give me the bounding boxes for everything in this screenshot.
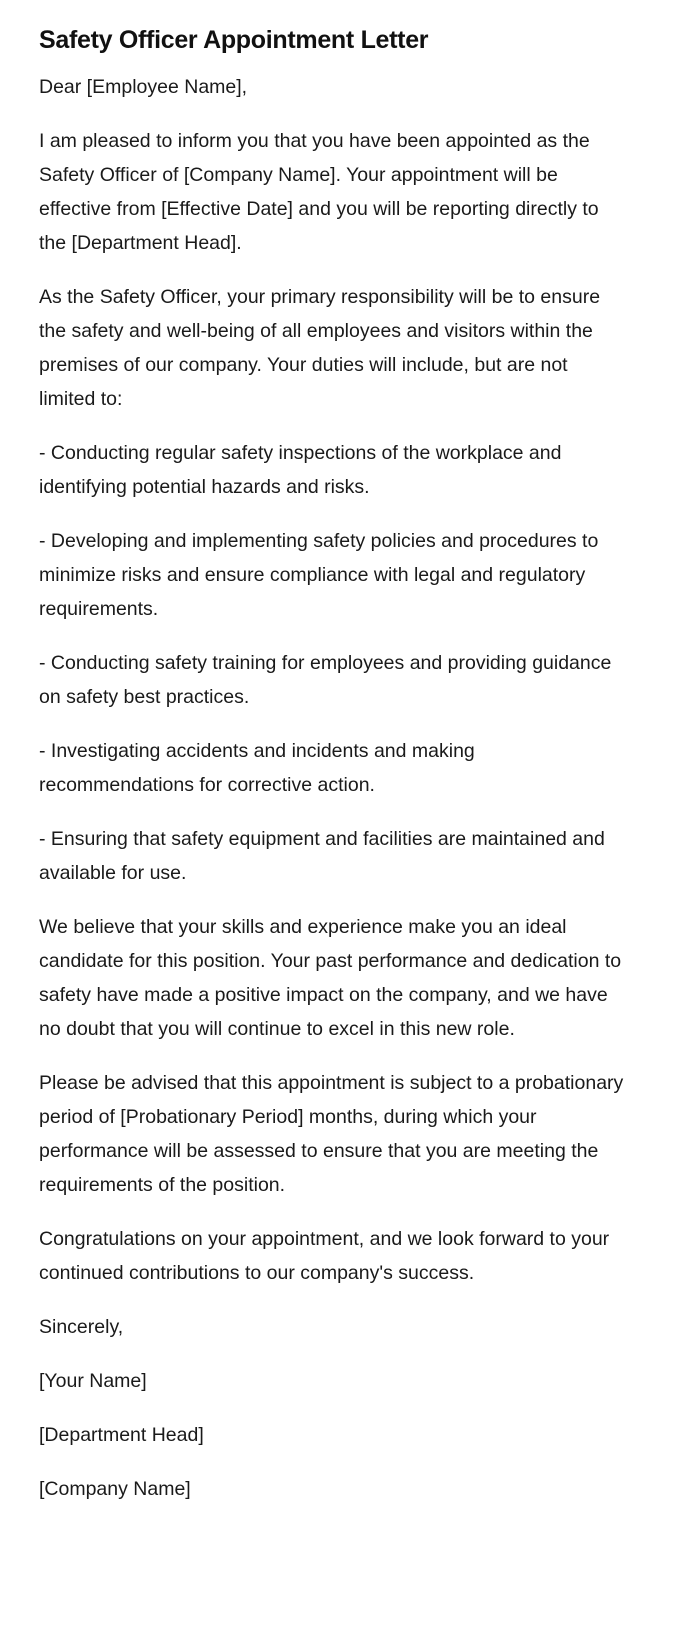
- duty-item-policies: - Developing and implementing safety policies and procedures to minimize risks and ensure compliance with legal and regulatory requirements.: [39, 530, 599, 620]
- closing: Sincerely,: [39, 1316, 124, 1338]
- duty-item-equipment: - Ensuring that safety equipment and facilities are maintained and available for use.: [39, 828, 605, 884]
- paragraph-congratulations: Congratulations on your appointment, and we look forward to your continued contributions to our company's success.: [39, 1228, 610, 1284]
- paragraph-intro: I am pleased to inform you that you have been appointed as the Safety Officer of [Company Name]. Your appointment will be effective from [Effective Date] and you will be reporting directly to the [Department Head].: [39, 130, 599, 254]
- signature-title: [Department Head]: [39, 1424, 204, 1446]
- paragraph-duties-intro: As the Safety Officer, your primary responsibility will be to ensure the safety and well-being of all employees and visitors within the premises of our company. Your duties will include, but are not limited to:: [39, 286, 601, 410]
- duty-item-training: - Conducting safety training for employees and providing guidance on safety best practices.: [39, 652, 612, 708]
- letter-document: [39, 22, 627, 1526]
- paragraph-probation: Please be advised that this appointment is subject to a probationary period of [Probationary Period] months, during which your performance will be assessed to ensure that you are meeting the requirements of the position.: [39, 1072, 624, 1196]
- salutation: Dear [Employee Name],: [39, 76, 248, 98]
- signature-name: [Your Name]: [39, 1370, 147, 1392]
- signature-company: [Company Name]: [39, 1478, 191, 1500]
- duty-item-investigations: - Investigating accidents and incidents and making recommendations for corrective action.: [39, 740, 475, 796]
- paragraph-belief: We believe that your skills and experience make you an ideal candidate for this position. Your past performance and dedication to safety have made a positive impact on the company, and we have no doubt that you will continue to excel in this new role.: [39, 916, 622, 1040]
- letter-title: Safety Officer Appointment Letter: [39, 26, 429, 54]
- duty-item-inspections: - Conducting regular safety inspections of the workplace and identifying potential hazards and risks.: [39, 442, 562, 498]
